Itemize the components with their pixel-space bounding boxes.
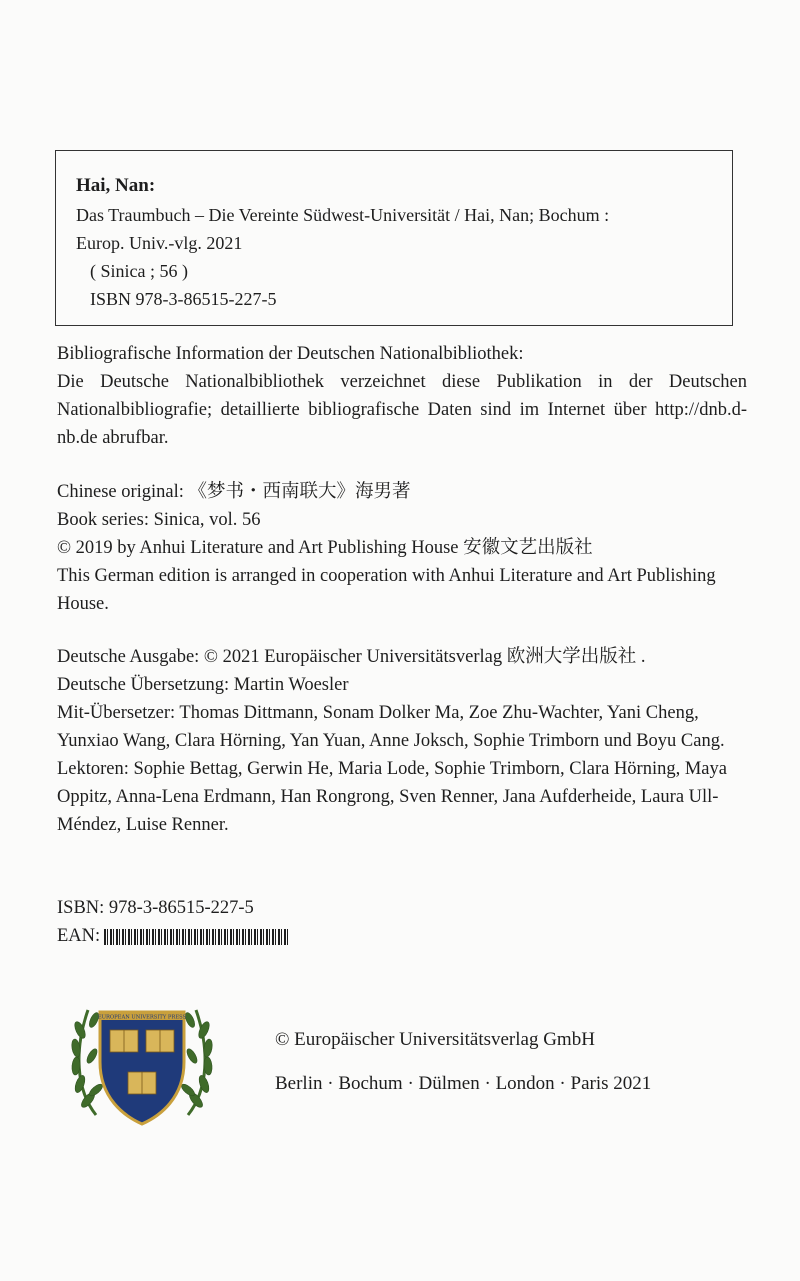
publisher-copyright: © Europäischer Universitätsverlag GmbH bbox=[275, 1029, 595, 1050]
catalog-record-box bbox=[55, 150, 733, 326]
book-series: Book series: Sinica, vol. 56 bbox=[57, 510, 261, 530]
original-copyright: © 2019 by Anhui Literature and Art Publishing House 安徽文艺出版社 bbox=[57, 538, 593, 558]
catalog-isbn: ISBN 978-3-86515-227-5 bbox=[90, 289, 277, 309]
crest-banner-text: EUROPEAN UNIVERSITY PRESS bbox=[97, 1014, 187, 1021]
ean-label: EAN: bbox=[57, 926, 101, 946]
edition-arrangement: This German edition is arranged in cooperation with Anhui Literature and Art Publishing House. bbox=[57, 566, 716, 614]
catalog-series: ( Sinica ; 56 ) bbox=[90, 261, 188, 281]
german-edition: Deutsche Ausgabe: © 2021 Europäischer Universitätsverlag 欧洲大学出版社 . bbox=[57, 647, 646, 667]
catalog-publisher-line: Europ. Univ.-vlg. 2021 bbox=[76, 233, 243, 253]
publisher-crest-logo bbox=[66, 990, 218, 1130]
bib-info-heading: Bibliografische Information der Deutschen Nationalbibliothek: bbox=[57, 344, 524, 364]
catalog-title-line: Das Traumbuch – Die Vereinte Südwest-Universität / Hai, Nan; Bochum : bbox=[76, 205, 610, 225]
barcode-icon bbox=[104, 929, 290, 945]
publisher-imprint bbox=[275, 1018, 651, 1106]
isbn-line: ISBN: 978-3-86515-227-5 bbox=[57, 898, 254, 918]
co-translators: Mit-Übersetzer: Thomas Dittmann, Sonam Dolker Ma, Zoe Zhu-Wachter, Yani Cheng, Yunxiao Wang, Clara Hörning, Yan Yuan, Anne Joksch, Sophie Trimborn und Boyu Cang. bbox=[57, 703, 725, 751]
chinese-original: Chinese original: 《梦书・西南联大》海男著 bbox=[57, 482, 411, 502]
german-edition-info bbox=[57, 643, 747, 839]
shield-icon bbox=[100, 1012, 184, 1124]
editors: Lektoren: Sophie Bettag, Gerwin He, Maria Lode, Sophie Trimborn, Clara Hörning, Maya Oppitz, Anna-Lena Erdmann, Han Rongrong, Sven Renner, Jana Aufderheide, Laura Ull-Méndez, Luise Renner. bbox=[57, 759, 727, 835]
bibliographic-information bbox=[57, 340, 747, 452]
ean-line bbox=[57, 922, 747, 950]
identifiers bbox=[57, 894, 747, 950]
original-edition-info bbox=[57, 478, 747, 618]
catalog-author: Hai, Nan: bbox=[76, 175, 156, 196]
translator: Deutsche Übersetzung: Martin Woesler bbox=[57, 675, 349, 695]
bib-info-text: Die Deutsche Nationalbibliothek verzeichnet diese Publikation in der Deutschen Nationalbibliografie; detaillierte bibliografische Daten sind im Internet über http://dnb.d-nb.de abrufbar. bbox=[57, 372, 747, 448]
publisher-cities: Berlin · Bochum · Dülmen · London · Paris 2021 bbox=[275, 1073, 652, 1094]
